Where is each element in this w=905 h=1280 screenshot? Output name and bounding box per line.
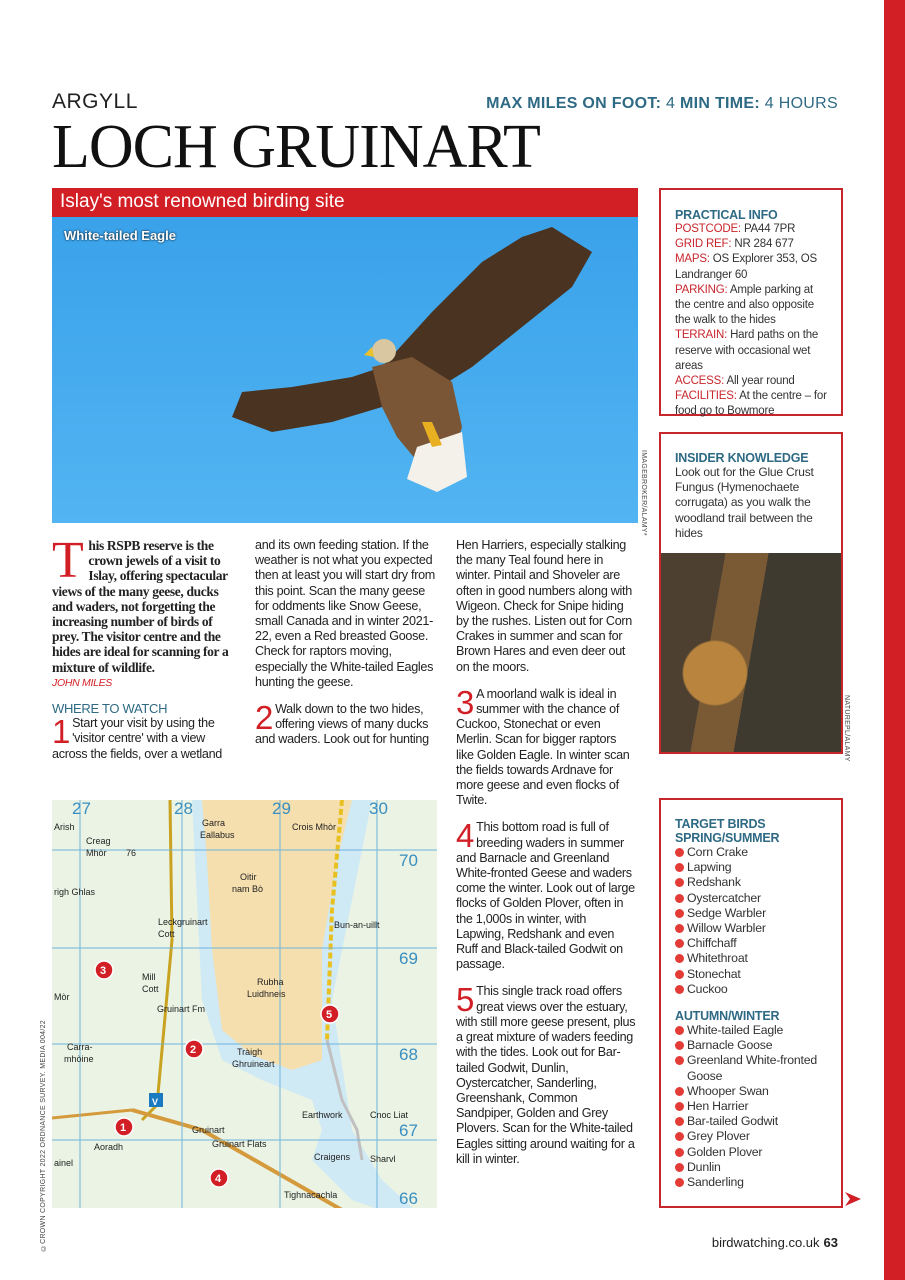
bird-list-item (675, 1114, 827, 1129)
autumn-bird-list (675, 1023, 827, 1190)
map-place-label: ainel (54, 1158, 74, 1168)
bird-name: Sedge Warbler (687, 905, 766, 920)
intro-column (52, 532, 232, 762)
map-place-label: Mill (142, 972, 156, 982)
bird-list-item (675, 1160, 827, 1175)
bird-name: White-tailed Eagle (687, 1023, 784, 1038)
point-number: 4 (456, 817, 475, 855)
grid-number: 30 (369, 800, 388, 818)
bird-list-item (675, 1038, 827, 1053)
bullet-icon (675, 909, 684, 918)
spring-summer-heading: SPRING/SUMMER (675, 831, 780, 845)
bullet-icon (675, 985, 684, 994)
map-place-label: Gruinart Fm (157, 1004, 206, 1014)
point-text: Start your visit by using the 'visitor centre' with a view across the fields, over a wetland (52, 716, 223, 761)
map-place-label: Gruinart Flats (212, 1139, 267, 1149)
where-to-watch-heading: WHERE TO WATCH (52, 701, 168, 717)
bullet-icon (675, 1026, 684, 1035)
bird-name: Willow Warbler (687, 921, 766, 936)
bird-list-item (675, 1099, 827, 1114)
map-place-label: Oitir (240, 872, 257, 882)
map-marker-5[interactable] (321, 1005, 339, 1023)
bird-name: Redshank (687, 875, 741, 890)
bird-list-item (675, 1145, 827, 1160)
practical-info-row (675, 252, 827, 282)
insider-text: Look out for the Glue Crust Fungus (Hymenochaete corrugata) as you walk the woodland trail between the hides (675, 465, 814, 540)
bullet-icon (675, 894, 684, 903)
bird-list-item (675, 1175, 827, 1190)
point-5 (456, 981, 636, 1166)
bird-name: Bar-tailed Godwit (687, 1114, 778, 1129)
drop-cap: T (52, 532, 84, 589)
target-birds-box (659, 798, 843, 1208)
bullet-icon (675, 863, 684, 872)
bird-name: Oystercatcher (687, 890, 761, 905)
marker-number: 3 (100, 965, 107, 977)
map-marker-4[interactable] (210, 1169, 228, 1187)
point-text: This bottom road is full of breeding waders in summer and Barnacle and Greenland White-fronted Geese and waders come the winter. Look out of large flocks of Golden Plover, often in the 1,000s in winter, with Lapwing, Redshank and even Ruff and Black-tailed Godwit on passage. (456, 820, 635, 972)
time-value: 4 HOURS (764, 95, 838, 112)
map-place-label: Crois Mhòr (292, 822, 337, 832)
intro-text: his RSPB reserve is the crown jewels of a visit to Islay, offering spectacular views of the many geese, ducks and waders, not forgetting the increasing number of birds of prey. The visitor centre and the hides are ideal for scanning for a mixture of wildlife. (52, 538, 229, 675)
bullet-icon (675, 1117, 684, 1126)
map-place-label: Creag (86, 836, 111, 846)
eagle-photo (52, 217, 638, 523)
intro-paragraph (52, 532, 232, 675)
bullet-icon (675, 1132, 684, 1141)
bullet-icon (675, 924, 684, 933)
info-value: Hard paths on the reserve with occasional wet areas (675, 329, 819, 372)
bullet-icon (675, 878, 684, 887)
walk-stats (486, 95, 838, 113)
info-value: OS Explorer 353, OS Landranger 60 (675, 253, 818, 281)
bird-name: Dunlin (687, 1159, 721, 1174)
info-key: GRID REF: (675, 238, 732, 251)
bird-list-item (675, 906, 827, 921)
bird-name: Stonechat (687, 966, 741, 981)
website: birdwatching.co.uk (711, 1235, 820, 1250)
info-value: Ample parking at the centre and also opposite the walk to the hides (675, 283, 814, 327)
map-place-label: Sharvl (370, 1154, 396, 1164)
miles-value: 4 (666, 95, 676, 112)
grid-number: 27 (72, 800, 91, 818)
practical-info-row (675, 283, 827, 329)
info-value: NR 284 677 (734, 238, 794, 251)
map-place-label: Carra- (67, 1042, 93, 1052)
bird-list-item (675, 1129, 827, 1144)
grid-number: 68 (399, 1045, 418, 1064)
point-number: 1 (52, 713, 71, 751)
map-place-label: Mòr (54, 992, 70, 1002)
map-place-label: mhòine (64, 1054, 94, 1064)
bird-list-item (675, 967, 827, 982)
time-label: MIN TIME: (679, 95, 761, 112)
map-place-label: Tràigh (237, 1047, 263, 1057)
practical-info-row (675, 222, 827, 237)
map-place-label: Eallabus (200, 830, 235, 840)
grid-number: 28 (174, 800, 193, 818)
info-key: TERRAIN: (675, 329, 728, 342)
subtitle-banner: Islay's most renowned birding site (52, 188, 638, 217)
map-marker-1[interactable] (115, 1118, 133, 1136)
practical-info-row (675, 328, 827, 374)
bird-list-item (675, 860, 827, 875)
bird-list-item (675, 845, 827, 860)
bullet-icon (675, 970, 684, 979)
map-place-label: Cnoc Liat (370, 1110, 409, 1120)
info-key: PARKING: (675, 283, 728, 296)
point-4 (456, 817, 636, 972)
practical-info-box (659, 188, 843, 416)
marker-number: 4 (215, 1173, 222, 1185)
bird-name: Grey Plover (687, 1129, 750, 1144)
map-place-label: Bun-an-uillt (334, 920, 380, 930)
map-drawing (52, 800, 437, 1208)
info-key: ACCESS: (675, 375, 725, 388)
bullet-icon (675, 1148, 684, 1157)
map-place-label: Aoradh (94, 1142, 124, 1152)
map-place-label: Cott (158, 929, 175, 939)
bullet-icon (675, 954, 684, 963)
point-3 (456, 683, 636, 809)
practical-info-list (675, 222, 827, 420)
point-number: 2 (255, 699, 274, 737)
bullet-icon (675, 1178, 684, 1187)
page-number: 63 (823, 1235, 838, 1250)
map-place-label: Rubha (257, 977, 284, 987)
photo-credit: IMAGEBROKER/ALAMY* (640, 450, 647, 536)
bird-list-item (675, 1023, 827, 1038)
bird-list-item (675, 1053, 827, 1083)
bird-name: Hen Harrier (687, 1099, 749, 1114)
practical-info-row (675, 237, 827, 252)
target-birds-heading: TARGET BIRDS (675, 817, 766, 831)
marker-number: 1 (120, 1122, 127, 1134)
page-edge-strip (884, 0, 905, 1280)
fungus-photo (661, 553, 841, 753)
eagle-illustration (52, 217, 638, 523)
info-value: At the centre – for food go to Bowmore (675, 390, 827, 418)
info-value: PA44 7PR (743, 223, 796, 235)
info-value: All year round (726, 375, 795, 388)
bird-list-item (675, 875, 827, 890)
bird-list-item (675, 951, 827, 966)
practical-info-heading: PRACTICAL INFO (675, 208, 778, 222)
bird-list-item (675, 921, 827, 936)
map-marker-3[interactable] (95, 961, 113, 979)
info-key: FACILITIES: (675, 390, 737, 403)
bird-list-item (675, 891, 827, 906)
map-place-label: Ghruineart (232, 1059, 275, 1069)
bird-name: Cuckoo (687, 981, 728, 996)
map-place-label: Mhòr (86, 848, 107, 858)
bird-name: Whitethroat (687, 951, 748, 966)
fungus-photo-credit: NATUREPL/ALAMY (843, 695, 850, 762)
map-place-label: righ Ghlas (54, 887, 96, 897)
map-place-label: nam Bò (232, 884, 264, 894)
photo-caption: White-tailed Eagle (64, 228, 176, 243)
point-1-continued: and its own feeding station. If the weather is not what you expected then at least you will start dry from this point. Scan the many geese for oddments like Snow Geese, small Canada and in winter 2021-22, even a Red breasted Goose. Check for raptors moving, especially the White-tailed Eagles hunting the geese. (255, 538, 435, 689)
spring-bird-list (675, 845, 827, 997)
point-1 (52, 713, 232, 762)
map-credit: ©CROWN COPYRIGHT 2022 ORDNANCE SURVEY. MEDIA 004/22 (40, 1020, 47, 1252)
insider-knowledge-box (659, 432, 843, 754)
visitor-centre-symbol: V (152, 1097, 159, 1107)
map-place-label: 76 (126, 848, 137, 858)
column-2 (255, 538, 437, 748)
bird-name: Whooper Swan (687, 1083, 769, 1098)
bird-list-item (675, 936, 827, 951)
point-number: 3 (456, 683, 475, 721)
bullet-icon (675, 848, 684, 857)
bullet-icon (675, 1087, 684, 1096)
bird-list-item (675, 982, 827, 997)
bird-name: Lapwing (687, 860, 732, 875)
map-place-label: Earthwork (302, 1110, 343, 1120)
grid-number: 29 (272, 800, 291, 818)
map-place-label: Cott (142, 984, 159, 994)
marker-number: 2 (190, 1044, 197, 1056)
practical-info-row (675, 374, 827, 389)
point-text: A moorland walk is ideal in summer with the chance of Cuckoo, Stonechat or even Merlin. Scan for bigger raptors like Golden Eagle. In winter scan the fields towards Ardnave for more geese and even flocks of Twite. (456, 686, 630, 808)
bird-list-item (675, 1084, 827, 1099)
map-place-label: Garra (202, 818, 226, 828)
column-3 (456, 538, 636, 1167)
point-number: 5 (456, 981, 475, 1019)
point-text: Walk down to the two hides, offering views of many ducks and waders. Look out for hunting (255, 702, 429, 747)
autumn-winter-heading: AUTUMN/WINTER (675, 1009, 780, 1024)
map-place-label: Craigens (314, 1152, 351, 1162)
bullet-icon (675, 1041, 684, 1050)
page-footer (712, 1235, 838, 1250)
bird-name: Corn Crake (687, 845, 748, 859)
grid-number: 70 (399, 851, 418, 870)
map-marker-2[interactable] (185, 1040, 203, 1058)
bird-name: Barnacle Goose (687, 1038, 773, 1053)
author-byline: JOHN MILES (52, 676, 113, 689)
bullet-icon (675, 939, 684, 948)
bullet-icon (675, 1163, 684, 1172)
os-map (52, 800, 437, 1208)
bullet-icon (675, 1102, 684, 1111)
map-place-label: Tighnacachla (284, 1190, 338, 1200)
page-title: LOCH GRUINART (52, 113, 540, 181)
bird-name: Golden Plover (687, 1144, 763, 1159)
point-text: This single track road offers great views over the estuary, with still more geese present, plus a great mixture of waders feeding with the tides. Look out for Bar-tailed Godwit, Dunlin, Oystercatcher, Sanderling, Greenshank, Common Sandpiper, Golden and Grey Plovers. Scan for the White-tailed Eagles sitting around waiting for a kill in winter. (456, 984, 636, 1166)
grid-number: 67 (399, 1121, 418, 1140)
info-key: MAPS: (675, 253, 710, 266)
bullet-icon (675, 1056, 684, 1065)
bird-name: Chiffchaff (687, 936, 737, 951)
map-place-label: Gruinart (192, 1125, 225, 1135)
info-key: POSTCODE: (675, 223, 741, 235)
grid-number: 69 (399, 949, 418, 968)
map-place-label: Arish (54, 822, 75, 832)
continue-arrow-icon (845, 1192, 861, 1206)
point-2 (255, 699, 437, 748)
practical-info-row (675, 389, 827, 419)
bird-name: Greenland White-fronted Goose (687, 1053, 818, 1083)
insider-heading: INSIDER KNOWLEDGE (675, 451, 809, 465)
bird-name: Sanderling (687, 1175, 744, 1190)
miles-label: MAX MILES ON FOOT: (486, 95, 662, 112)
map-place-label: Luidhneis (247, 989, 286, 999)
marker-number: 5 (326, 1009, 333, 1021)
point-2-continued: Hen Harriers, especially stalking the many Teal found here in winter. Pintail and Shoveler are often in good numbers along with Wigeon. Check for Snipe hiding by the rushes. Listen out for Corn Crakes in summer and scan for Brown Hares and even deer out on the moors. (456, 538, 633, 674)
map-place-label: Leckgruinart (158, 917, 208, 927)
grid-number: 66 (399, 1189, 418, 1208)
region-label: ARGYLL (52, 90, 138, 113)
